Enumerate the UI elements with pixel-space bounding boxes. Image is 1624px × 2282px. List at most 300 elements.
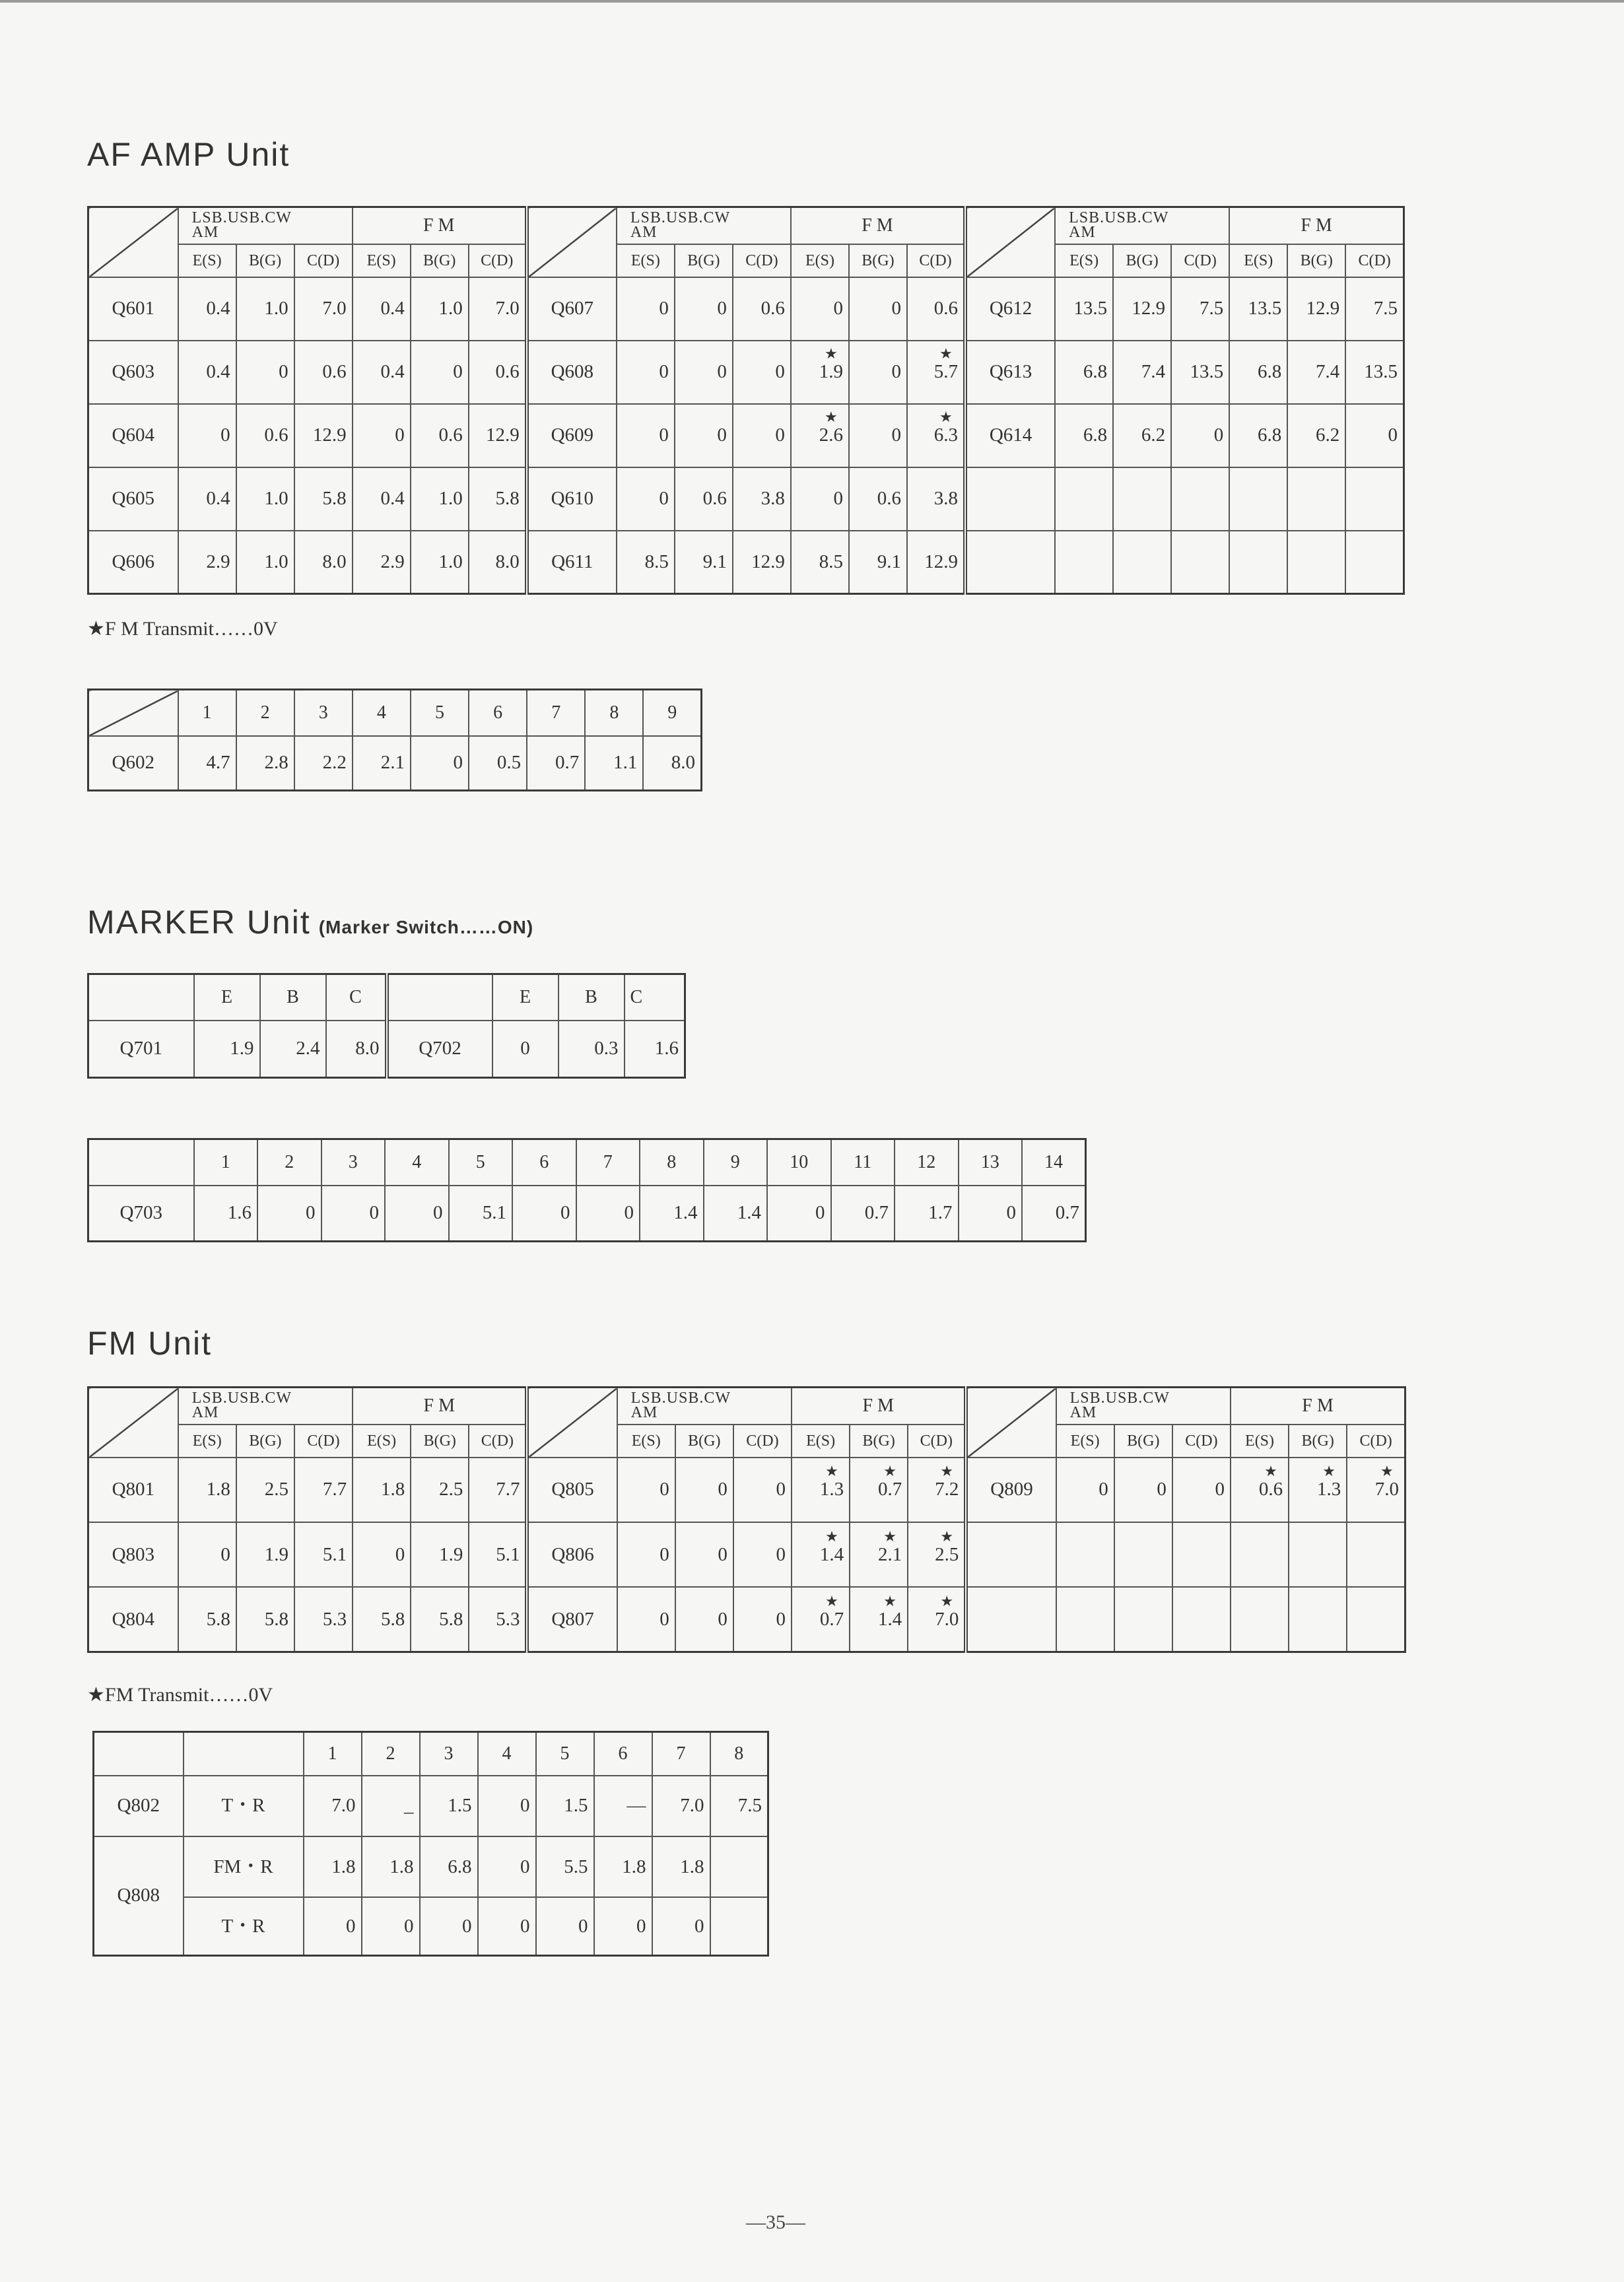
value-cell: 1.8	[652, 1836, 710, 1897]
mode-label: T・R	[184, 1776, 304, 1836]
pin-number: 1	[178, 690, 236, 736]
value-cell	[675, 467, 733, 531]
value-cell	[353, 277, 411, 341]
value-text	[659, 489, 669, 508]
value: 7.0	[495, 298, 520, 319]
blank-cell	[1345, 531, 1404, 594]
pin-header-row	[88, 1139, 1086, 1186]
pin-number: 14	[1022, 1139, 1086, 1186]
value: 2.5	[264, 1479, 288, 1500]
value: 5.8	[380, 1608, 405, 1630]
col-b: B	[558, 974, 625, 1021]
value: 1.9	[819, 361, 843, 382]
transistor-id: Q703	[88, 1186, 194, 1242]
value: 1.9	[439, 1543, 463, 1565]
value-cell	[617, 341, 675, 404]
value: 1.9	[264, 1543, 288, 1565]
transistor-id: Q808	[94, 1836, 184, 1956]
value: 8.5	[819, 551, 843, 572]
value-text	[1083, 362, 1107, 382]
value-cell	[236, 531, 294, 594]
value-text	[322, 553, 346, 572]
value-cell	[178, 467, 236, 531]
value-text	[1258, 362, 1281, 382]
value-text	[935, 1592, 959, 1630]
value-cell	[469, 1522, 527, 1587]
pin-number: 7	[652, 1732, 710, 1776]
electrode-header: E(S)	[791, 244, 849, 277]
value: 0	[776, 1543, 786, 1565]
value-text	[1316, 362, 1339, 382]
value-cell	[1056, 1458, 1114, 1522]
electrode-header: C(D)	[733, 244, 791, 277]
value-text	[265, 1545, 288, 1564]
value-text	[207, 1610, 230, 1629]
value: 0	[775, 424, 785, 446]
value-cell	[1229, 277, 1287, 341]
value-text	[933, 409, 959, 446]
electrode-header: C(D)	[294, 244, 353, 277]
value-cell	[294, 1522, 353, 1587]
value: 1.8	[380, 1479, 405, 1500]
value-text	[322, 362, 346, 382]
value: 7.5	[1199, 298, 1224, 319]
mode-fm: F M	[792, 1388, 966, 1425]
value-cell: 2.1	[353, 736, 411, 791]
value-text	[496, 1480, 520, 1499]
value-cell: 0	[385, 1186, 449, 1242]
value-cell	[236, 404, 294, 467]
star-icon: ★	[1264, 1463, 1277, 1480]
value-text	[659, 299, 669, 318]
value-cell	[294, 277, 353, 341]
value-cell	[792, 1458, 850, 1522]
value: 0.6	[322, 361, 347, 382]
value-cell	[353, 531, 411, 594]
value-cell: 4.7	[178, 736, 236, 791]
value: 7.0	[935, 1608, 959, 1630]
blank-cell	[1231, 1522, 1289, 1587]
table-row	[88, 467, 1404, 531]
value-text	[660, 1610, 669, 1629]
value: 7.4	[1141, 361, 1166, 382]
value-cell	[236, 467, 294, 531]
value-cell	[908, 1458, 966, 1522]
value: 0.6	[495, 361, 520, 382]
value-cell	[469, 1587, 527, 1652]
pin-header-row	[88, 690, 702, 736]
pin-number: 8	[585, 690, 643, 736]
value-text	[934, 489, 958, 508]
pin-number: 7	[527, 690, 585, 736]
value-text	[220, 1545, 230, 1564]
pin-number: 3	[420, 1732, 478, 1776]
value-cell: 0.7	[1022, 1186, 1086, 1242]
star-icon: ★	[939, 409, 953, 425]
blank-cell	[1172, 1587, 1231, 1652]
value: 12.9	[486, 424, 520, 446]
table-row	[94, 1897, 768, 1955]
value-cell	[710, 1836, 768, 1897]
electrode-header: C(D)	[733, 1425, 792, 1458]
pin-number: 2	[236, 690, 294, 736]
value-cell: 5.1	[449, 1186, 513, 1242]
value-text	[933, 345, 959, 382]
value-text	[878, 1463, 902, 1500]
value-text	[496, 1545, 520, 1564]
value-cell	[849, 277, 907, 341]
value-text	[438, 489, 462, 508]
value: 7.0	[1374, 1479, 1399, 1500]
pin-number: 13	[959, 1139, 1023, 1186]
value: 0.6	[761, 298, 785, 319]
value: 0.4	[380, 488, 405, 509]
value-cell	[617, 277, 675, 341]
pin-number: 5	[411, 690, 469, 736]
blank-cell	[1171, 531, 1229, 594]
value-text	[934, 299, 958, 318]
value-cell: 0.7	[527, 736, 585, 791]
star-icon: ★	[825, 1592, 838, 1609]
electrode-header: C(D)	[469, 1425, 527, 1458]
value-cell	[469, 277, 527, 341]
value-cell	[733, 1587, 792, 1652]
value-cell	[1055, 277, 1113, 341]
value-cell	[791, 341, 849, 404]
value-text	[776, 1610, 786, 1629]
value: 0	[718, 1479, 727, 1500]
value-text	[1200, 299, 1223, 318]
value-text	[1364, 362, 1398, 382]
pin-number: 2	[362, 1732, 420, 1776]
fm-transmit-note: ★F M Transmit……0V	[87, 618, 278, 640]
value-text	[718, 1545, 727, 1564]
value-text	[819, 1463, 844, 1500]
value-text	[775, 426, 785, 445]
value-cell: 8.0	[643, 736, 701, 791]
value-cell: 5.5	[536, 1836, 594, 1897]
electrode-header: E(S)	[1056, 1425, 1114, 1458]
value-cell	[850, 1587, 908, 1652]
value-text	[717, 299, 727, 318]
corner-cell	[88, 690, 178, 736]
value-cell: 1.6	[625, 1021, 685, 1078]
transistor-id: Q809	[966, 1458, 1056, 1522]
electrode-header: E(S)	[178, 244, 236, 277]
electrode-header: E(S)	[353, 244, 411, 277]
value-text	[395, 426, 405, 445]
value-text	[496, 1610, 520, 1629]
star-icon: ★	[825, 1463, 838, 1480]
value-cell	[1113, 341, 1171, 404]
value: 5.1	[496, 1543, 520, 1565]
value: 6.2	[1141, 424, 1166, 446]
blank-cell	[1289, 1522, 1347, 1587]
value-cell	[294, 404, 353, 467]
col-e: E	[492, 974, 558, 1021]
value-cell	[1171, 341, 1229, 404]
value: 5.1	[322, 1543, 347, 1565]
value-text	[1157, 1480, 1167, 1499]
value-text	[819, 553, 843, 572]
blank-cell	[1056, 1587, 1114, 1652]
value-text	[439, 1610, 463, 1629]
value-cell	[1345, 404, 1404, 467]
col-e: E	[194, 974, 260, 1021]
value: 2.6	[819, 424, 843, 446]
value-text	[265, 1610, 288, 1629]
value-text	[776, 1480, 786, 1499]
value-cell	[353, 341, 411, 404]
value-text	[313, 426, 347, 445]
corner-cell	[527, 1388, 617, 1458]
pin-number: 6	[594, 1732, 652, 1776]
value: 1.0	[264, 488, 288, 509]
value-cell: 0	[411, 736, 469, 791]
transistor-id: Q803	[88, 1522, 178, 1587]
value: 9.1	[702, 551, 727, 572]
mode-ssb-label: LSB.USB.CW	[630, 209, 731, 226]
value-cell	[733, 341, 791, 404]
value-text	[645, 553, 669, 572]
value-cell: 7.0	[652, 1776, 710, 1836]
blank-cell	[1229, 467, 1287, 531]
value-cell: 7.0	[304, 1776, 362, 1836]
marker-title: MARKER Unit	[87, 904, 311, 941]
value-cell	[710, 1897, 768, 1955]
blank-cell	[1056, 1522, 1114, 1587]
corner-cell	[527, 207, 617, 277]
value-cell: 2.2	[294, 736, 353, 791]
value: 2.1	[878, 1543, 902, 1565]
electrode-header: C(D)	[469, 244, 527, 277]
transistor-id: Q613	[965, 341, 1055, 404]
blank-cell	[387, 974, 492, 1021]
blank-cell	[1172, 1522, 1231, 1587]
value-cell	[907, 341, 965, 404]
value-text	[380, 553, 404, 572]
blank-cell	[1113, 467, 1171, 531]
value-text	[877, 489, 901, 508]
value-text	[891, 362, 901, 382]
value-text	[264, 489, 288, 508]
value-text	[381, 1610, 405, 1629]
value-cell	[908, 1522, 966, 1587]
value: 2.5	[439, 1479, 463, 1500]
value-text	[439, 1480, 463, 1499]
star-icon: ★	[883, 1592, 897, 1609]
value-cell	[178, 1587, 236, 1652]
value-cell	[178, 1458, 236, 1522]
value: 0.4	[206, 488, 230, 509]
corner-cell	[966, 1388, 1056, 1458]
value-text	[819, 1592, 844, 1630]
value: 7.2	[935, 1479, 959, 1500]
value-text	[438, 553, 462, 572]
value-cell	[1287, 404, 1345, 467]
value-cell	[294, 1587, 353, 1652]
value: 0	[220, 1543, 230, 1565]
electrode-header: C(D)	[294, 1425, 353, 1458]
value-text	[206, 553, 230, 572]
mode-ssb-am	[178, 1388, 353, 1425]
value-text	[496, 362, 520, 382]
transistor-id: Q601	[88, 277, 178, 341]
value-cell	[353, 467, 411, 531]
value-cell	[733, 1458, 792, 1522]
value: 0	[718, 1608, 727, 1630]
value-text	[322, 299, 346, 318]
value: 6.8	[1257, 424, 1282, 446]
value-text	[1374, 1463, 1399, 1500]
blank-cell	[1345, 467, 1404, 531]
value-cell	[236, 1522, 294, 1587]
value-text	[1258, 1463, 1283, 1500]
value: 0	[659, 488, 669, 509]
value-text	[1215, 1480, 1225, 1499]
value-cell: 1.5	[536, 1776, 594, 1836]
value-cell: 1.9	[194, 1021, 260, 1078]
value: 0.6	[702, 488, 727, 509]
value-cell	[353, 1587, 411, 1652]
value: 0.4	[380, 361, 405, 382]
value-cell: 1.8	[362, 1836, 420, 1897]
blank-cell	[1055, 531, 1113, 594]
value-cell	[1345, 277, 1404, 341]
value-cell	[353, 1458, 411, 1522]
value: 0.7	[878, 1479, 902, 1500]
value: 3.8	[761, 488, 785, 509]
value: 0	[453, 361, 463, 382]
value-cell	[791, 404, 849, 467]
value: 0	[776, 1479, 786, 1500]
value-cell	[791, 531, 849, 594]
q802-q808-pin-table	[92, 1731, 769, 1957]
mode-header-row	[88, 1388, 1405, 1425]
value: 7.5	[1373, 298, 1398, 319]
transistor-id: Q605	[88, 467, 178, 531]
value-cell: 0	[362, 1897, 420, 1955]
value-text	[703, 553, 727, 572]
value-text	[819, 409, 843, 446]
value: 1.3	[1316, 1479, 1341, 1500]
value: 6.8	[1083, 361, 1108, 382]
electrode-header: E(S)	[617, 244, 675, 277]
value: 1.0	[438, 488, 463, 509]
value-cell	[907, 404, 965, 467]
mode-am-label: AM	[191, 1404, 219, 1421]
value-text	[878, 1592, 902, 1630]
value: 2.9	[380, 551, 405, 572]
value-cell	[791, 467, 849, 531]
value-cell	[294, 1458, 353, 1522]
value-cell	[469, 1458, 527, 1522]
electrode-header: B(G)	[1113, 244, 1171, 277]
value: 0	[660, 1608, 669, 1630]
value-cell	[1113, 277, 1171, 341]
value: 13.5	[1248, 298, 1282, 319]
blank-cell	[1287, 531, 1345, 594]
value-cell	[907, 467, 965, 531]
fm-unit-voltage-table	[87, 1386, 1406, 1653]
value-cell	[411, 404, 469, 467]
transistor-id: Q806	[527, 1522, 617, 1587]
value: 7.7	[322, 1479, 347, 1500]
value: 1.0	[438, 298, 463, 319]
mode-ssb-am	[617, 207, 791, 244]
value-cell	[294, 531, 353, 594]
value-text	[438, 299, 462, 318]
transistor-id: Q607	[527, 277, 617, 341]
value-cell: 1.4	[640, 1186, 704, 1242]
blank-cell	[184, 1732, 304, 1776]
value-text	[1141, 362, 1165, 382]
star-icon: ★	[940, 1463, 954, 1480]
table-row	[88, 404, 1404, 467]
value-text	[438, 426, 462, 445]
pin-number: 3	[294, 690, 353, 736]
electrode-header: B(G)	[675, 1425, 733, 1458]
value-cell: 0	[478, 1897, 536, 1955]
value-cell	[675, 277, 733, 341]
value: 0	[717, 298, 727, 319]
value: 1.0	[438, 551, 463, 572]
mode-am-label: AM	[630, 224, 658, 241]
value-cell: 0	[536, 1897, 594, 1955]
value-cell	[1231, 1458, 1289, 1522]
mode-ssb-am	[1055, 207, 1229, 244]
value-cell	[353, 1522, 411, 1587]
value-cell	[849, 341, 907, 404]
value-text	[395, 1545, 405, 1564]
value-cell	[908, 1587, 966, 1652]
value-cell	[850, 1522, 908, 1587]
transistor-id: Q802	[94, 1776, 184, 1836]
value: 0	[1099, 1479, 1108, 1500]
table-row	[88, 277, 1404, 341]
value-text	[761, 489, 785, 508]
blank-cell	[966, 1587, 1056, 1652]
value-text	[1374, 299, 1398, 318]
value-cell	[617, 404, 675, 467]
value-text	[1099, 1480, 1108, 1499]
value: 0	[775, 361, 785, 382]
blank-cell	[965, 531, 1055, 594]
value-text	[496, 299, 520, 318]
fm-unit-title: FM Unit	[87, 1325, 212, 1362]
col-c: C	[625, 974, 685, 1021]
value-text	[496, 489, 520, 508]
electrode-header: C(D)	[907, 244, 965, 277]
value-cell	[469, 467, 527, 531]
value-cell	[236, 341, 294, 404]
value-text	[207, 1480, 230, 1499]
value: 5.8	[264, 1608, 288, 1630]
value-cell: 0	[959, 1186, 1023, 1242]
value-cell	[411, 1587, 469, 1652]
star-icon: ★	[940, 1527, 954, 1545]
value-cell	[617, 531, 675, 594]
value-cell: 0.3	[558, 1021, 625, 1078]
value-cell	[1229, 341, 1287, 404]
transistor-id: Q602	[88, 736, 178, 791]
pin-number: 4	[478, 1732, 536, 1776]
value-cell	[236, 277, 294, 341]
blank-cell	[965, 467, 1055, 531]
value-cell: _	[362, 1776, 420, 1836]
value-cell: 0	[478, 1776, 536, 1836]
value: 0.6	[1258, 1479, 1283, 1500]
